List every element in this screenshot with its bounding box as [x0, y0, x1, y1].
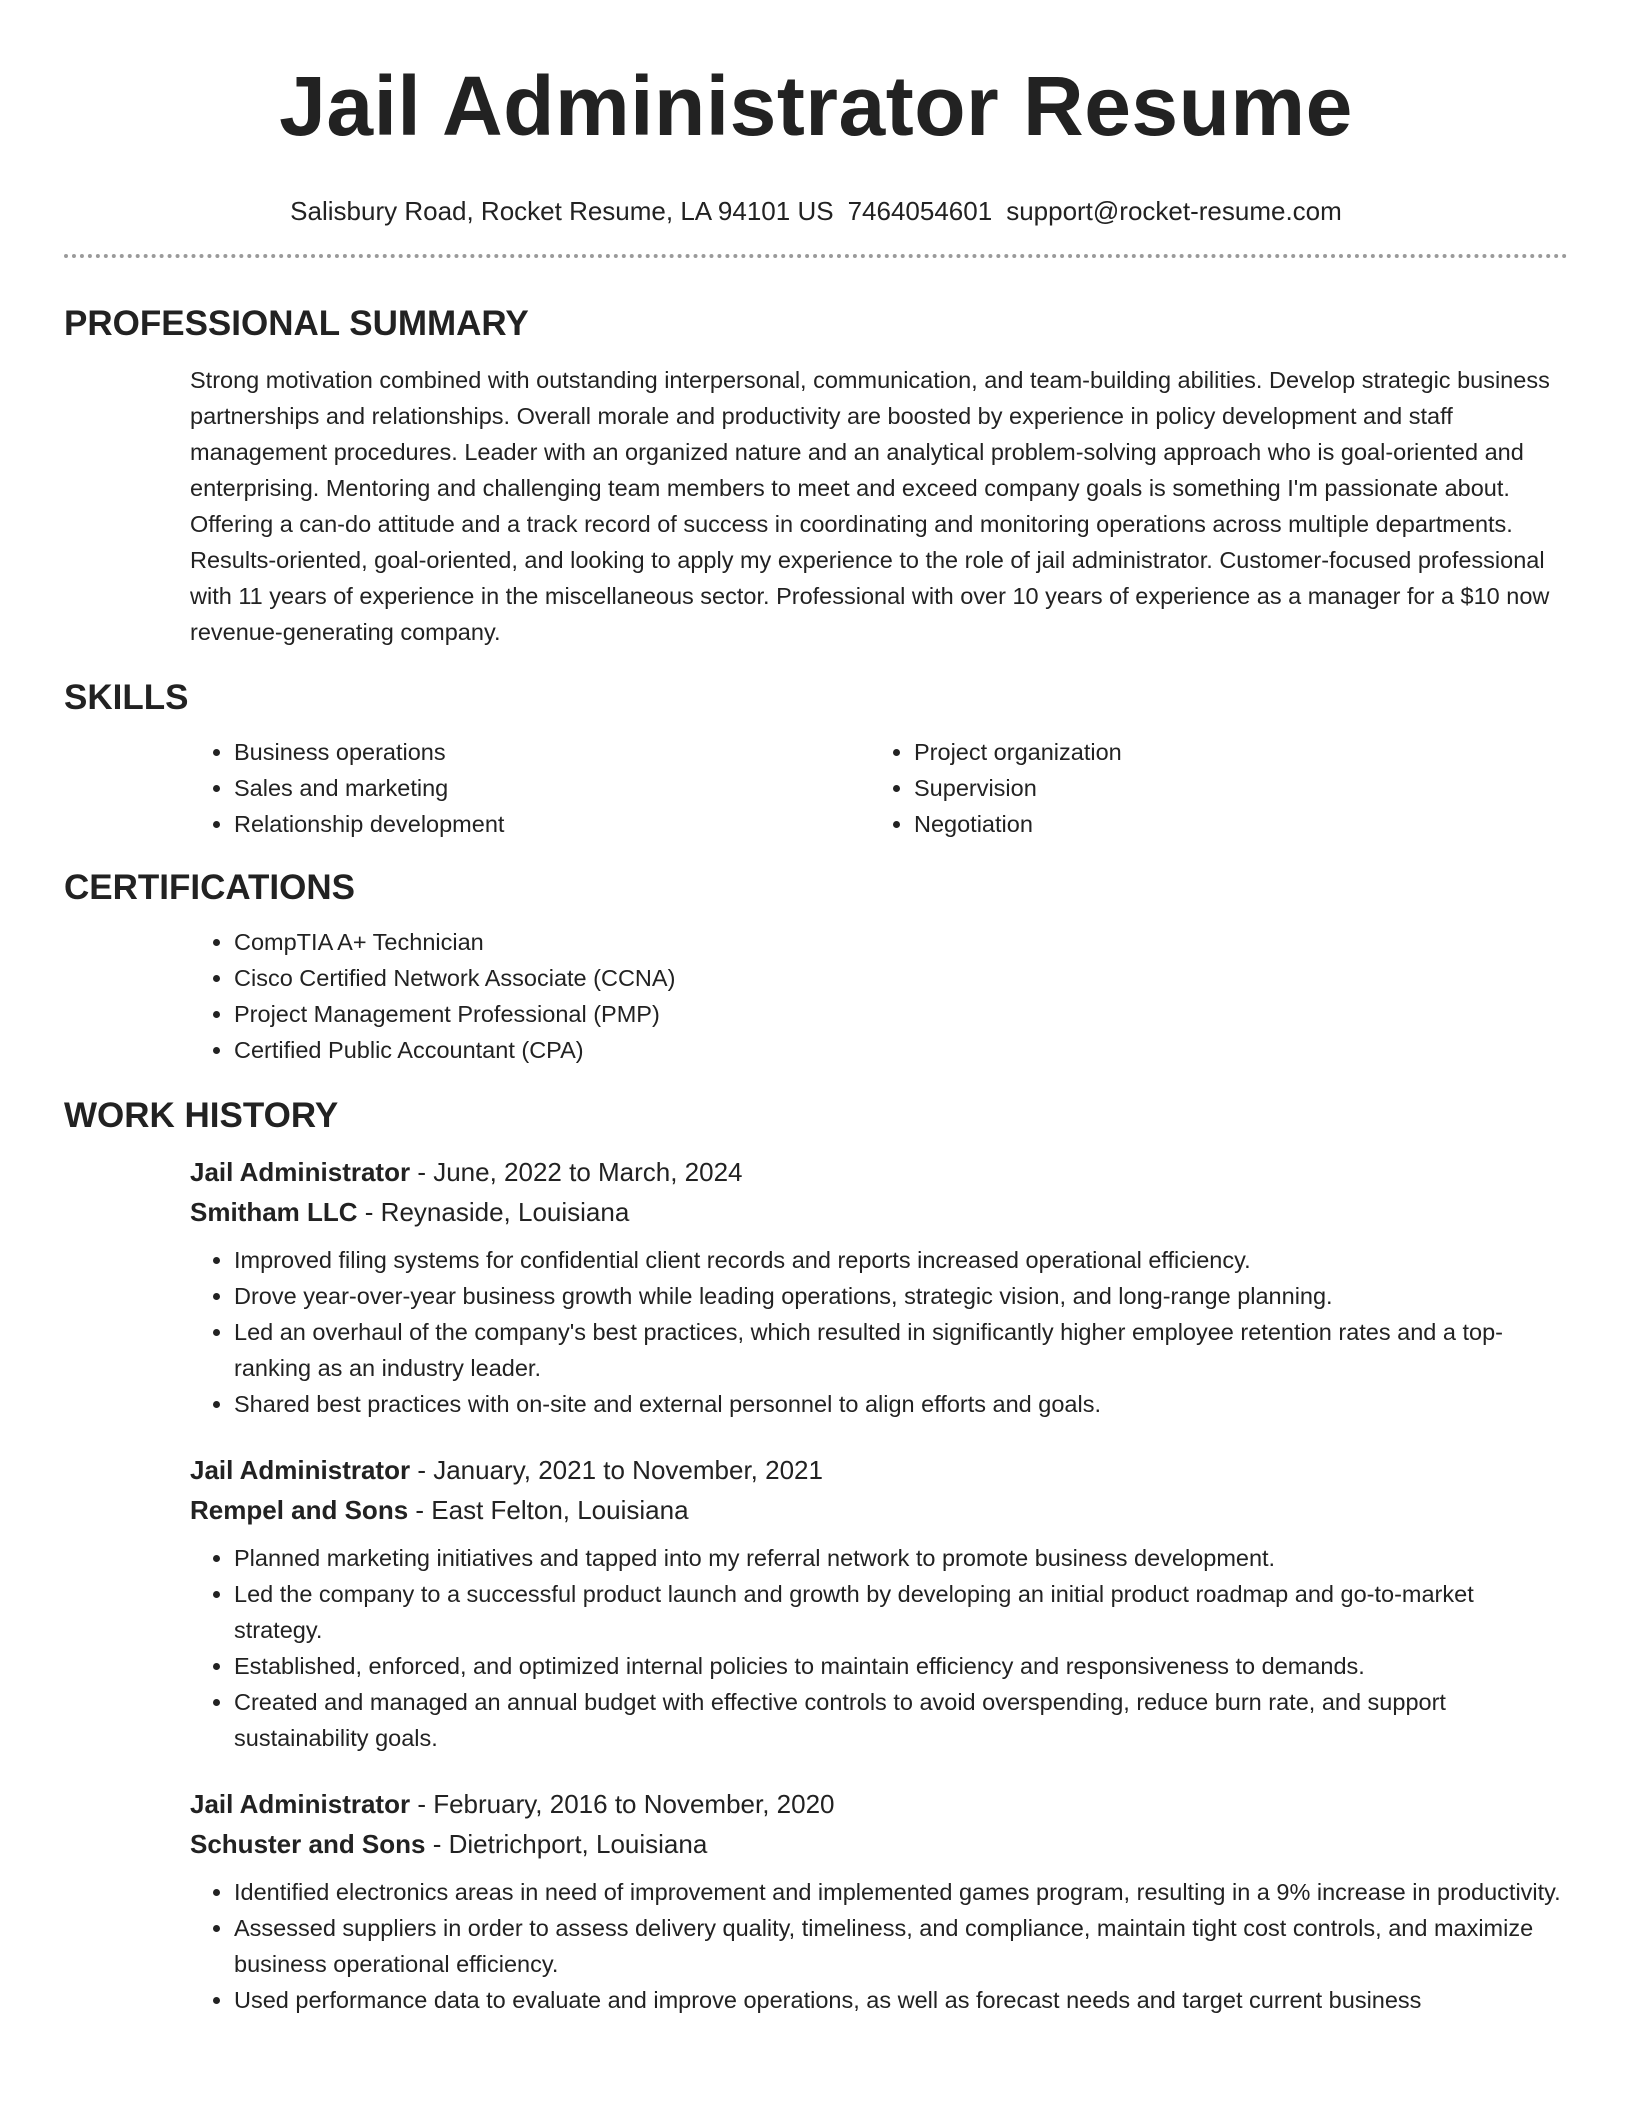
skills-section [64, 734, 1568, 842]
summary-heading: PROFESSIONAL SUMMARY [64, 304, 529, 343]
job-title: Jail Administrator [190, 1455, 411, 1485]
job-location: - East Felton, Louisiana [408, 1495, 689, 1525]
job-title-line [190, 1450, 1568, 1490]
job-bullet: • Identified electronics areas in need of improvement and implemented games program, resulting in a 9% increase in productivity. [234, 1874, 1568, 1910]
certification-item: • CompTIA A+ Technician [234, 924, 1568, 960]
job-dates: - February, 2016 to November, 2020 [410, 1789, 835, 1819]
job-entry [190, 1450, 1568, 1756]
job-title: Jail Administrator [190, 1789, 411, 1819]
skills-heading: SKILLS [64, 678, 189, 717]
certifications-heading: CERTIFICATIONS [64, 868, 356, 907]
job-dates: - June, 2022 to March, 2024 [410, 1157, 743, 1187]
skill-item: • Relationship development [234, 806, 870, 842]
skill-item: • Business operations [234, 734, 870, 770]
job-bullets [190, 1540, 1568, 1756]
skills-list-left [190, 734, 870, 842]
summary-section [64, 362, 1568, 650]
certifications-list [190, 924, 1568, 1068]
work-history-heading: WORK HISTORY [64, 1096, 339, 1135]
job-location: - Reynaside, Louisiana [357, 1197, 630, 1227]
job-company: Rempel and Sons [190, 1495, 409, 1525]
job-entry [190, 1152, 1568, 1422]
job-bullet: • Assessed suppliers in order to assess delivery quality, timeliness, and compliance, maintain tight cost controls, and maximize business operational efficiency. [234, 1910, 1568, 1982]
contact-email: support@rocket-resume.com [1006, 196, 1342, 226]
job-dates: - January, 2021 to November, 2021 [410, 1455, 823, 1485]
contact-phone: 7464054601 [847, 196, 993, 226]
job-bullets [190, 1874, 1568, 2018]
job-bullet: • Led an overhaul of the company's best practices, which resulted in significantly higher employee retention rates and a top-ranking as an industry leader. [234, 1314, 1568, 1386]
certifications-section [64, 924, 1568, 1068]
job-company-line [190, 1490, 1568, 1530]
work-history-section [64, 1152, 1568, 2018]
contact-address: Salisbury Road, Rocket Resume, LA 94101 US [290, 196, 834, 226]
resume-title: Jail Administrator Resume [279, 59, 1353, 153]
job-company: Schuster and Sons [190, 1829, 426, 1859]
job-bullet: • Established, enforced, and optimized internal policies to maintain efficiency and responsiveness to demands. [234, 1648, 1568, 1684]
job-company-line [190, 1824, 1568, 1864]
contact-line [64, 194, 1568, 228]
job-title-line [190, 1152, 1568, 1192]
job-title: Jail Administrator [190, 1157, 411, 1187]
job-bullet: • Shared best practices with on-site and external personnel to align efforts and goals. [234, 1386, 1568, 1422]
skill-item: • Sales and marketing [234, 770, 870, 806]
job-bullet: • Drove year-over-year business growth while leading operations, strategic vision, and long-range planning. [234, 1278, 1568, 1314]
job-bullets [190, 1242, 1568, 1422]
job-location: - Dietrichport, Louisiana [425, 1829, 708, 1859]
job-bullet: • Planned marketing initiatives and tapped into my referral network to promote business development. [234, 1540, 1568, 1576]
skill-item: • Supervision [914, 770, 1568, 806]
certification-item: • Certified Public Accountant (CPA) [234, 1032, 1568, 1068]
job-title-line [190, 1784, 1568, 1824]
header-divider [64, 254, 1568, 258]
job-bullet: • Used performance data to evaluate and improve operations, as well as forecast needs and target current business [234, 1982, 1568, 2018]
certification-item: • Project Management Professional (PMP) [234, 996, 1568, 1032]
job-company: Smitham LLC [190, 1197, 358, 1227]
skills-list-right [870, 734, 1568, 842]
skill-item: • Negotiation [914, 806, 1568, 842]
job-bullet: • Created and managed an annual budget with effective controls to avoid overspending, reduce burn rate, and support sustainability goals. [234, 1684, 1568, 1756]
job-entry [190, 1784, 1568, 2018]
job-bullet: • Led the company to a successful product launch and growth by developing an initial product roadmap and go-to-market strategy. [234, 1576, 1568, 1648]
job-bullet: • Improved filing systems for confidential client records and reports increased operational efficiency. [234, 1242, 1568, 1278]
skill-item: • Project organization [914, 734, 1568, 770]
summary-text: Strong motivation combined with outstanding interpersonal, communication, and team-building abilities. Develop strategic business partnerships and relationships. Overall morale and productivity are boosted by experience in policy development and staff management procedures. Leader with an organized nature and an analytical problem-solving approach who is goal-oriented and enterprising. Mentoring and challenging team members to meet and exceed company goals is something I'm passionate about. Offering a can-do attitude and a track record of success in coordinating and monitoring operations across multiple departments. Results-oriented, goal-oriented, and looking to apply my experience to the role of jail administrator. Customer-focused professional with 11 years of experience in the miscellaneous sector. Professional with over 10 years of experience as a manager for a $10 now revenue-generating company. [190, 367, 1550, 645]
certification-item: • Cisco Certified Network Associate (CCNA) [234, 960, 1568, 996]
job-company-line [190, 1192, 1568, 1232]
